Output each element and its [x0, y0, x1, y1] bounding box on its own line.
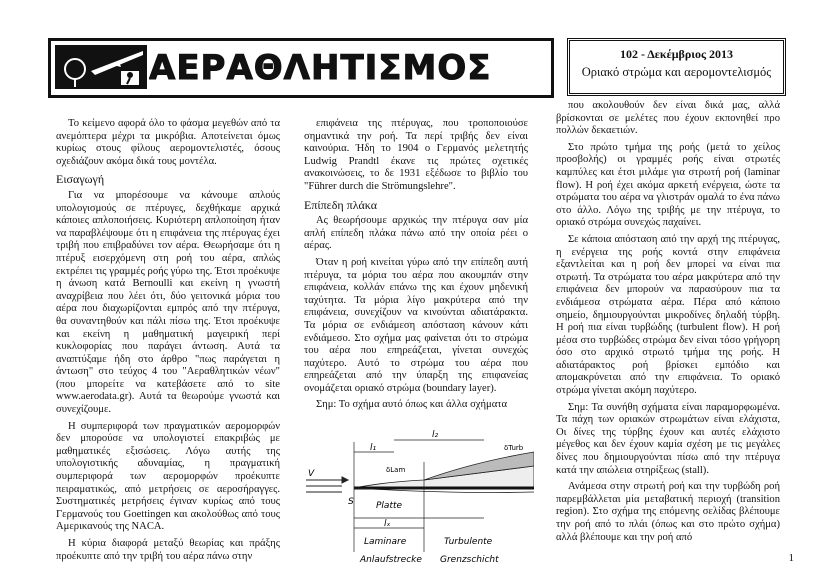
- paragraph: Σε κάποια απόσταση από την αρχή της πτέρυγας, η ενέργεια της ροής κοντά στην επιφάνεια εξαντλείται και η ροή δεν μπορεί να είναι πια στρωτή. Τα στρώματα του αέρα μακρύτερα από την επιφάνεια δεν μπορούν να παρασύρουν πια τα ενδιάμεσα στρώματα αέρα. Πέρα από κάποιο σημείο, δημιουργούνται μικροδίνες δηλαδή τύρβη. Η ροή πια είναι τυρβώδης (turbulent flow). Η ροή μέσα στο τυρβώδες στρώμα δεν είναι τόσο γρήγορη όσο στο αρχικό στρωτό τμήμα της ροής. Η αδιατάρακτος ροή βρίσκει εμπόδιο και απομακρύνεται από την επιφάνεια. Το οριακό στρώμα γίνεται ακόμη παχύτερο.: [556, 233, 780, 397]
- dimension-lines: [354, 440, 484, 552]
- paragraph: Για να μπορέσουμε να κάνουμε απλούς υπολογισμούς σε πτέρυγες, δεχθήκαμε αρχικά κάποιες απλοποιήσεις. Κυριότερη απλοποίηση ήταν να παραβλέψουμε ότι η επιφάνεια της πτέρυγας έχει τριβή που επιβραδύνει τον αέρα. Θεωρήσαμε ότι η πτέρυξ εισερχόμενη στη ροή του αέρα, απλώς εκτρέπει τις γραμμές ροής γύρω της. Έτσι προέκυψε η άνωση κατά Bernoulli και εκείνη η γνωστή αναχρίβεια που λέει ότι, δύο γειτονικά μόρια του αέρα που διαχωρίζονται εμπρός από την πτέρυγα, θα συναντηθούν και πάλι πίσω της. Έτσι προέκυψε και εκείνη η μαθηματική μαγειρική περί κυκλοφορίας που παράγει άντωση. Αυτά τα αναπτύξαμε ήδη στο άρθρο "πως παράγεται η άντωση" στο τεύχος 4 του "Αεραθλητικών νέων" (που μπορείτε να κατεβάσετε από το site www.aerodata.gr). Αυτά τα θεωρούμε γνωστά και συνεχίζουμε.: [56, 189, 280, 416]
- label-anlaufstrecke: Anlaufstrecke: [360, 555, 422, 566]
- paragraph: Ανάμεσα στην στρωτή ροή και την τυρβώδη ροή παρεμβάλλεται μία μεταβατική περιοχή (transition region). Στο σχήμα της επόμενης σελίδας βλέπουμε την ροή από το πλάι (όπως και στο πρώτο σχήμα) αλλά βλέπουμε και την ροή από: [556, 481, 780, 543]
- section-heading-introduction: Εισαγωγή: [56, 172, 105, 187]
- label-lx: lₓ: [384, 519, 391, 530]
- paragraph: Σημ: Το σχήμα αυτό όπως και άλλα σχήματα: [316, 399, 508, 411]
- paragraph: που ακολουθούν δεν είναι δικά μας, αλλά βρίσκονται σε μελέτες που έχουν εκπονηθεί προ πολλών δεκαετιών.: [556, 100, 780, 137]
- intro-paragraph: Το κείμενο αφορά όλο το φάσμα μεγεθών από τα ανεμόπτερα μέχρι τα μικρόβια. Αποτείνεται όμως κυρίως στους φίλους αερομοντελιστές, όσους σχεδιάζουν ακόμα δικά τους μοντέλα.: [56, 118, 280, 167]
- text-column-1: [56, 118, 280, 567]
- paragraph: Όταν η ροή κινείται γύρω από την επίπεδη αυτή πτέρυγα, τα μόρια του αέρα που ακουμπάν στην επιφάνεια, κολλάν επάνω της και έχουν μηδενική ταχύτητα. Τα μόρια λίγο μακρύτερα από την επιφάνεια, συνεχίζουν να κινούνται αδιατάρακτα. Τα μόρια σε ενδιάμεση απόσταση κάνουν κάτι ενδιάμεσο. Στο σχήμα μας φαίνεται ότι το στρώμα του αέρα που επηρεάζεται, γίνεται συνεχώς παχύτερο. Αυτό το στρώμα του αέρα που επηρεάζεται από την ύπαρξη της επιφανείας ονομάζεται οριακό στρώμα (boundary layer).: [304, 256, 528, 394]
- label-velocity: V: [308, 469, 315, 480]
- label-delta-turb: δTurb: [504, 444, 524, 453]
- masthead-title: ΑΕΡΑΘΛΗΤΙΣΜΟΣ: [149, 48, 492, 88]
- label-grenzschicht: Grenzschicht: [440, 555, 499, 566]
- section-heading-flat-plate: Επίπεδη πλάκα: [304, 197, 378, 212]
- paragraph: Ας θεωρήσουμε αρχικώς την πτέρυγα σαν μία απλή επίπεδη πλάκα πάνω από την οποία ρέει ο αέρας.: [304, 215, 528, 252]
- label-laminare: Laminare: [364, 537, 407, 548]
- label-l1: l₁: [370, 443, 377, 454]
- label-stagnation: S: [348, 497, 354, 508]
- label-l2: l₂: [432, 430, 439, 441]
- boundary-layer-diagram: [304, 422, 534, 572]
- label-delta-lam: δLam: [386, 466, 406, 475]
- paragraph: Η κύρια διαφορά μεταξύ θεωρίας και πράξης προέκυπτε από την τριβή του αέρα πάνω στην: [56, 538, 280, 562]
- aviation-sports-icons: [55, 45, 147, 89]
- page-number: 1: [788, 552, 794, 564]
- issue-box: [567, 38, 786, 96]
- text-column-3: [556, 100, 780, 548]
- text-column-2: [304, 118, 528, 577]
- paragraph: Σημ: Τα συνήθη σχήματα είναι παραμορφωμένα. Τα πάχη των οριακών στρωμάτων είναι ελάχιστα, Οι δίνες της τύρβης έχουν και αυτές ελάχιστο μέγεθος και δεν έχουν καμία σχέση με τις μεγάλες δίνες που δημιουργούνται πίσω από την πτέρυγα κατά την απώλεια στηρίξεως (stall).: [556, 401, 780, 476]
- article-subtitle: Οριακό στρώμα και αερομοντελισμός: [581, 65, 772, 79]
- paragraph: Στο πρώτο τμήμα της ροής (μετά το χείλος προσβολής) οι γραμμές ροής είναι στρωτές καμπύλες και έτσι μιλάμε για στρωτή ροή (laminar flow). Η ροή έχει ακόμα αρκετή ενέργεια, ώστε τα στρώματα του αέρα να γλιστράν ομαλά το ένα πάνω στο άλλο. Λόγω της τριβής με την πτέρυγα, το οριακό στρώμα συνεχώς παχαίνει.: [556, 141, 780, 229]
- flow-arrows: [306, 477, 348, 492]
- issue-number-date: 102 - Δεκέμβριος 2013: [619, 47, 734, 61]
- label-platte: Platte: [376, 501, 403, 512]
- paragraph: Η συμπεριφορά των πραγματικών αερομορφών δεν μπορούσε να υπολογιστεί επακριβώς με μαθηματικές εξισώσεις. Λόγω αυτής της υπολογιστικής αδυναμίας, η πραγματική συμπεριφορά των αερομορφών προέκυπτε πειραματικώς, από μετρήσεις σε αεροσήραγγες. Συστηματικές μετρήσεις έγιναν κυρίως από τους Γερμανούς του Goettingen και ακολούθως από τους Αμερικανούς της NACA.: [56, 420, 280, 533]
- paragraph: επιφάνεια της πτέρυγας, που τροποποιούσε σημαντικά την ροή. Τα περί τριβής δεν είναι καινούρια. Ήδη το 1904 ο Γερμανός μελετητής Ludwig Prandtl έκανε τις πρώτες σχετικές ανακοινώσεις, το δε 1931 εξέδωσε το βιβλίο του "Führer durch die Strömungslehre".: [304, 118, 528, 192]
- label-turbulente: Turbulente: [444, 537, 493, 548]
- masthead-banner: [48, 38, 554, 98]
